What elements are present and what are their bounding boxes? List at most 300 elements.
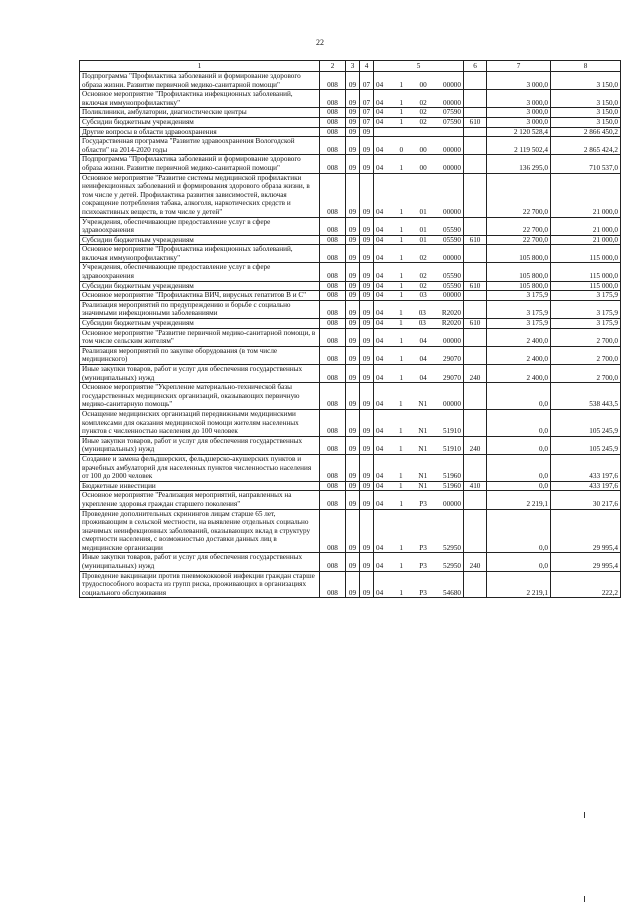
amount-2020-cell: 29 995,4 — [551, 509, 621, 553]
target-article-part: 00000 — [443, 145, 461, 154]
section-code-cell: 09 — [346, 553, 360, 571]
amount-2020-cell: 3 150,0 — [551, 90, 621, 108]
table-row — [80, 491, 621, 509]
row-name-cell: Основное мероприятие "Профилактика инфекционных заболеваний, включая иммунопрофилактику" — [80, 90, 320, 108]
department-code-cell: 008 — [320, 346, 346, 364]
target-article-part: P3 — [419, 499, 427, 508]
target-article-part: 1 — [399, 355, 404, 364]
section-code-cell: 09 — [346, 328, 360, 346]
row-name-cell: Другие вопросы в области здравоохранения — [80, 127, 320, 137]
amount-2020-cell: 2 866 450,2 — [551, 127, 621, 137]
target-article-part: 1 — [399, 309, 403, 318]
target-article-cell — [374, 553, 464, 571]
amount-2019-cell: 105 800,0 — [487, 245, 551, 263]
amount-2020-cell: 433 197,6 — [551, 481, 621, 491]
target-article-cell — [374, 117, 464, 127]
table-row — [80, 137, 621, 155]
expense-type-cell — [464, 383, 487, 410]
row-name-cell: Основное мероприятие "Профилактика ВИЧ, вирусных гепатитов В и С" — [80, 291, 320, 301]
expense-type-cell: 610 — [464, 235, 487, 245]
column-header: 8 — [551, 61, 621, 72]
expense-type-cell — [464, 127, 487, 137]
department-code-cell: 008 — [320, 481, 346, 491]
target-article-part: 00 — [419, 80, 427, 89]
section-code-cell: 09 — [346, 263, 360, 281]
target-article-part: 03 — [419, 291, 427, 300]
amount-2019-cell: 22 700,0 — [487, 235, 551, 245]
amount-2019-cell: 22 700,0 — [487, 217, 551, 235]
column-header: 6 — [464, 61, 487, 72]
subsection-code-cell: 09 — [360, 300, 374, 318]
target-article-part: 04 — [376, 272, 384, 281]
table-row — [80, 553, 621, 571]
expense-type-cell — [464, 137, 487, 155]
target-article-part: 04 — [376, 253, 384, 262]
row-name-cell: Реализация мероприятий по предупреждению и борьбе с социально значимыми инфекционными заболеваниями — [80, 300, 320, 318]
row-name-cell: Основное мероприятие "Профилактика инфекционных заболеваний, включая иммунопрофилактику" — [80, 245, 320, 263]
target-article-part: P3 — [419, 588, 427, 597]
target-article-part: 04 — [376, 355, 384, 364]
target-article-cell — [374, 300, 464, 318]
target-article-part: 00000 — [443, 400, 461, 409]
amount-2020-cell: 115 000,0 — [551, 281, 621, 291]
section-code-cell: 09 — [346, 491, 360, 509]
target-article-cell — [374, 346, 464, 364]
target-article-cell — [374, 319, 464, 329]
section-code-cell: 09 — [346, 90, 360, 108]
amount-2020-cell: 21 000,0 — [551, 217, 621, 235]
department-code-cell: 008 — [320, 108, 346, 118]
department-code-cell: 008 — [320, 235, 346, 245]
row-name-cell: Подпрограмма "Профилактика заболеваний и формирование здорового образа жизни. Развитие первичной медико-санитарной помощи" — [80, 155, 320, 173]
target-article-part: 51960 — [443, 472, 461, 481]
column-header: 4 — [360, 61, 374, 72]
target-article-part: 1 — [399, 80, 404, 89]
target-article-part: 1 — [399, 588, 403, 597]
target-article-part: 1 — [399, 108, 404, 117]
target-article-part: 04 — [376, 337, 384, 346]
department-code-cell: 008 — [320, 281, 346, 291]
subsection-code-cell: 09 — [360, 509, 374, 553]
target-article-part: 04 — [376, 543, 384, 552]
row-name-cell: Создание и замена фельдшерских, фельдшерско-акушерских пунктов и врачебных амбулаторий для населенных пунктов численностью населения от 100 до 2000 человек — [80, 454, 320, 481]
row-name-cell: Основное мероприятие "Развитие системы медицинской профилактики неинфекционных заболеваний и формирования здорового образа жизни, в том числе у детей. Профилактика развития зависимостей, включая сокращение потребления табака, алкоголя, наркотических средств и психоактивных веществ, в том числе у детей" — [80, 173, 320, 217]
target-article-part: 1 — [399, 291, 404, 300]
target-article-part: 02 — [419, 108, 427, 117]
subsection-code-cell: 07 — [360, 108, 374, 118]
target-article-part: 00000 — [443, 98, 461, 107]
target-article-part: 00000 — [443, 337, 461, 346]
section-code-cell: 09 — [346, 436, 360, 454]
target-article-part: 01 — [419, 235, 427, 244]
target-article-part: 00 — [419, 145, 427, 154]
target-article-part: 02 — [419, 98, 427, 107]
expense-type-cell: 610 — [464, 319, 487, 329]
subsection-code-cell: 09 — [360, 491, 374, 509]
target-article-cell — [374, 127, 464, 137]
amount-2020-cell: 222,2 — [551, 571, 621, 598]
amount-2020-cell: 2 865 424,2 — [551, 137, 621, 155]
amount-2020-cell: 3 150,0 — [551, 72, 621, 90]
target-article-cell — [374, 235, 464, 245]
target-article-part: 00000 — [443, 253, 461, 262]
target-article-part: 1 — [399, 281, 404, 290]
target-article-cell — [374, 454, 464, 481]
department-code-cell: 008 — [320, 90, 346, 108]
table-row — [80, 108, 621, 118]
target-article-part: 04 — [376, 98, 384, 107]
amount-2020-cell: 2 700,0 — [551, 346, 621, 364]
subsection-code-cell: 09 — [360, 571, 374, 598]
column-header: 2 — [320, 61, 346, 72]
amount-2020-cell: 3 175,9 — [551, 291, 621, 301]
amount-2019-cell: 136 295,0 — [487, 155, 551, 173]
expense-type-cell: 610 — [464, 281, 487, 291]
section-code-cell: 09 — [346, 346, 360, 364]
row-name-cell: Учреждения, обеспечивающие предоставление услуг в сфере здравоохранения — [80, 217, 320, 235]
expense-type-cell — [464, 108, 487, 118]
target-article-part: 1 — [399, 472, 403, 481]
target-article-part: 04 — [376, 445, 384, 454]
table-row — [80, 291, 621, 301]
target-article-part: 05590 — [443, 235, 461, 244]
amount-2020-cell: 538 443,5 — [551, 383, 621, 410]
target-article-part: N1 — [418, 472, 428, 481]
subsection-code-cell: 09 — [360, 291, 374, 301]
amount-2020-cell: 105 245,9 — [551, 409, 621, 436]
target-article-part: 03 — [418, 309, 426, 318]
table-row — [80, 328, 621, 346]
target-article-part: 04 — [376, 481, 384, 490]
target-article-cell — [374, 173, 464, 217]
subsection-code-cell: 07 — [360, 90, 374, 108]
edge-mark — [584, 812, 585, 818]
target-article-cell — [374, 291, 464, 301]
target-article-part: 1 — [399, 253, 404, 262]
section-code-cell: 09 — [346, 571, 360, 598]
column-header: 3 — [346, 61, 360, 72]
row-name-cell: Субсидии бюджетным учреждениям — [80, 319, 320, 329]
amount-2019-cell: 0,0 — [487, 383, 551, 410]
target-article-part: 04 — [376, 117, 384, 126]
target-article-cell — [374, 383, 464, 410]
subsection-code-cell: 09 — [360, 281, 374, 291]
target-article-part: 05590 — [443, 281, 461, 290]
target-article-part: 07590 — [443, 117, 461, 126]
table-row — [80, 281, 621, 291]
department-code-cell: 008 — [320, 571, 346, 598]
table-row — [80, 90, 621, 108]
subsection-code-cell: 09 — [360, 137, 374, 155]
amount-2019-cell: 3 000,0 — [487, 117, 551, 127]
target-article-part: 04 — [376, 281, 384, 290]
section-code-cell: 09 — [346, 454, 360, 481]
table-row — [80, 383, 621, 410]
target-article-part: 00000 — [443, 499, 461, 508]
amount-2020-cell: 3 150,0 — [551, 117, 621, 127]
table-row — [80, 509, 621, 553]
target-article-cell — [374, 108, 464, 118]
target-article-part: 1 — [399, 117, 404, 126]
target-article-part: 00 — [419, 163, 427, 172]
target-article-part: 1 — [399, 319, 403, 328]
target-article-part: N1 — [418, 427, 428, 436]
table-body — [80, 72, 621, 598]
target-article-cell — [374, 328, 464, 346]
table-row — [80, 245, 621, 263]
target-article-part: 1 — [399, 337, 404, 346]
department-code-cell: 008 — [320, 117, 346, 127]
target-article-cell — [374, 245, 464, 263]
amount-2019-cell: 3 000,0 — [487, 72, 551, 90]
amount-2019-cell: 0,0 — [487, 436, 551, 454]
target-article-part: 52950 — [443, 562, 461, 571]
target-article-part: 04 — [376, 373, 384, 382]
subsection-code-cell: 09 — [360, 127, 374, 137]
subsection-code-cell: 09 — [360, 217, 374, 235]
table-row — [80, 436, 621, 454]
amount-2020-cell: 30 217,6 — [551, 491, 621, 509]
target-article-part: 1 — [399, 562, 403, 571]
section-code-cell: 09 — [346, 481, 360, 491]
row-name-cell: Подпрограмма "Профилактика заболеваний и формирование здорового образа жизни. Развитие первичной медико-санитарной помощи" — [80, 72, 320, 90]
target-article-part: 1 — [399, 400, 403, 409]
row-name-cell: Иные закупки товаров, работ и услуг для обеспечения государственных (муниципальных) нужд — [80, 365, 320, 383]
expense-type-cell — [464, 491, 487, 509]
subsection-code-cell: 09 — [360, 481, 374, 491]
target-article-part: 01 — [419, 207, 427, 216]
subsection-code-cell: 09 — [360, 263, 374, 281]
department-code-cell: 008 — [320, 217, 346, 235]
amount-2020-cell: 29 995,4 — [551, 553, 621, 571]
target-article-part: 29070 — [443, 373, 461, 382]
department-code-cell: 008 — [320, 72, 346, 90]
row-name-cell: Проведение дополнительных скринингов лицам старше 65 лет, проживающим в сельской местности, на выявление отдельных социально значимых неинфекционных заболеваний, оказывающих вклад в структуру смертности населения, с возможностью доставки данных лиц в медицинские организации — [80, 509, 320, 553]
target-article-part: 1 — [399, 98, 404, 107]
target-article-part: 07590 — [443, 108, 461, 117]
amount-2019-cell: 3 000,0 — [487, 108, 551, 118]
row-name-cell: Иные закупки товаров, работ и услуг для обеспечения государственных (муниципальных) нужд — [80, 553, 320, 571]
row-name-cell: Реализация мероприятий по закупке оборудования (в том числе медицинского) — [80, 346, 320, 364]
target-article-part: N1 — [418, 481, 428, 490]
target-article-part: 51960 — [443, 481, 461, 490]
column-header: 5 — [374, 61, 464, 72]
target-article-part: 04 — [376, 472, 384, 481]
target-article-part: 51910 — [443, 427, 461, 436]
target-article-part: 00000 — [443, 291, 461, 300]
amount-2020-cell: 115 000,0 — [551, 245, 621, 263]
target-article-part: 00000 — [443, 207, 461, 216]
target-article-part: P3 — [419, 543, 427, 552]
amount-2020-cell: 21 000,0 — [551, 235, 621, 245]
amount-2019-cell: 2 219,1 — [487, 571, 551, 598]
amount-2019-cell: 3 175,9 — [487, 319, 551, 329]
amount-2019-cell: 3 175,9 — [487, 291, 551, 301]
expense-type-cell — [464, 217, 487, 235]
table-row — [80, 217, 621, 235]
target-article-part: 1 — [399, 427, 403, 436]
target-article-part: 01 — [419, 226, 427, 235]
department-code-cell: 008 — [320, 454, 346, 481]
target-article-part: 02 — [419, 272, 427, 281]
table-row — [80, 72, 621, 90]
target-article-cell — [374, 263, 464, 281]
amount-2020-cell: 2 700,0 — [551, 328, 621, 346]
row-name-cell: Субсидии бюджетным учреждениям — [80, 117, 320, 127]
expense-type-cell — [464, 245, 487, 263]
department-code-cell: 008 — [320, 245, 346, 263]
target-article-part: 00000 — [443, 163, 461, 172]
expense-type-cell — [464, 155, 487, 173]
section-code-cell: 09 — [346, 127, 360, 137]
expense-type-cell — [464, 173, 487, 217]
row-name-cell: Иные закупки товаров, работ и услуг для обеспечения государственных (муниципальных) нужд — [80, 436, 320, 454]
target-article-part: 1 — [399, 373, 404, 382]
department-code-cell: 008 — [320, 509, 346, 553]
amount-2020-cell: 3 175,9 — [551, 319, 621, 329]
expense-type-cell: 610 — [464, 117, 487, 127]
section-code-cell: 09 — [346, 235, 360, 245]
department-code-cell: 008 — [320, 328, 346, 346]
expense-type-cell — [464, 291, 487, 301]
target-article-part: 04 — [419, 337, 427, 346]
row-name-cell: Субсидии бюджетным учреждениям — [80, 281, 320, 291]
target-article-part: 1 — [399, 207, 404, 216]
table-row — [80, 127, 621, 137]
table-row — [80, 346, 621, 364]
target-article-part: R2020 — [441, 319, 461, 328]
target-article-part: 29070 — [443, 355, 461, 364]
department-code-cell: 008 — [320, 155, 346, 173]
section-code-cell: 09 — [346, 409, 360, 436]
target-article-part: 0 — [399, 145, 404, 154]
target-article-part: 04 — [376, 163, 384, 172]
amount-2019-cell: 2 400,0 — [487, 365, 551, 383]
subsection-code-cell: 09 — [360, 365, 374, 383]
expense-type-cell — [464, 454, 487, 481]
section-code-cell: 09 — [346, 281, 360, 291]
target-article-part: 04 — [376, 319, 384, 328]
edge-mark — [584, 896, 585, 902]
subsection-code-cell: 09 — [360, 436, 374, 454]
amount-2019-cell: 0,0 — [487, 481, 551, 491]
target-article-part: 04 — [376, 235, 384, 244]
target-article-part: N1 — [418, 445, 428, 454]
expense-type-cell: 240 — [464, 436, 487, 454]
section-code-cell: 09 — [346, 108, 360, 118]
section-code-cell: 09 — [346, 173, 360, 217]
row-name-cell: Основное мероприятие "Укрепление материально-технической базы государственных медицинских организаций, оказывающих первичную медико-санитарную помощь" — [80, 383, 320, 410]
target-article-cell — [374, 217, 464, 235]
target-article-part: 54680 — [443, 588, 461, 597]
target-article-part: 1 — [399, 499, 403, 508]
table-row — [80, 235, 621, 245]
section-code-cell: 09 — [346, 383, 360, 410]
expense-type-cell — [464, 300, 487, 318]
expense-type-cell: 240 — [464, 365, 487, 383]
target-article-part: 04 — [376, 80, 384, 89]
row-name-cell: Учреждения, обеспечивающие предоставление услуг в сфере здравоохранения — [80, 263, 320, 281]
amount-2020-cell: 433 197,6 — [551, 454, 621, 481]
page-number: 22 — [316, 38, 324, 47]
table-row — [80, 571, 621, 598]
department-code-cell: 008 — [320, 263, 346, 281]
amount-2019-cell: 3 000,0 — [487, 90, 551, 108]
target-article-part: 1 — [399, 543, 403, 552]
expense-type-cell — [464, 409, 487, 436]
header-row — [80, 61, 621, 72]
target-article-part: 1 — [399, 163, 404, 172]
amount-2019-cell: 105 800,0 — [487, 263, 551, 281]
target-article-cell — [374, 491, 464, 509]
row-name-cell: Поликлиники, амбулатории, диагностические центры — [80, 108, 320, 118]
target-article-cell — [374, 481, 464, 491]
row-name-cell: Бюджетные инвестиции — [80, 481, 320, 491]
amount-2020-cell: 2 700,0 — [551, 365, 621, 383]
target-article-part: R2020 — [441, 309, 461, 318]
subsection-code-cell: 09 — [360, 346, 374, 364]
target-article-part: 00000 — [443, 80, 461, 89]
row-name-cell: Государственная программа "Развитие здравоохранения Вологодской области" на 2014-2020 годы — [80, 137, 320, 155]
department-code-cell: 008 — [320, 409, 346, 436]
department-code-cell: 008 — [320, 173, 346, 217]
target-article-part: 1 — [399, 445, 403, 454]
amount-2019-cell: 0,0 — [487, 454, 551, 481]
table-row — [80, 117, 621, 127]
target-article-part: 1 — [399, 235, 404, 244]
target-article-part: 1 — [399, 481, 403, 490]
budget-table — [79, 60, 621, 598]
target-article-part: 04 — [419, 373, 427, 382]
amount-2019-cell: 2 120 528,4 — [487, 127, 551, 137]
subsection-code-cell: 07 — [360, 72, 374, 90]
subsection-code-cell: 09 — [360, 235, 374, 245]
amount-2020-cell: 3 150,0 — [551, 108, 621, 118]
table-row — [80, 173, 621, 217]
target-article-cell — [374, 509, 464, 553]
department-code-cell: 008 — [320, 137, 346, 155]
target-article-cell — [374, 137, 464, 155]
subsection-code-cell: 09 — [360, 409, 374, 436]
expense-type-cell — [464, 509, 487, 553]
target-article-cell — [374, 72, 464, 90]
section-code-cell: 09 — [346, 117, 360, 127]
target-article-part: 04 — [376, 400, 384, 409]
amount-2020-cell: 3 175,9 — [551, 300, 621, 318]
amount-2020-cell: 21 000,0 — [551, 173, 621, 217]
table-row — [80, 263, 621, 281]
subsection-code-cell: 09 — [360, 173, 374, 217]
subsection-code-cell: 09 — [360, 155, 374, 173]
target-article-part: 04 — [376, 226, 384, 235]
department-code-cell: 008 — [320, 365, 346, 383]
department-code-cell: 008 — [320, 491, 346, 509]
department-code-cell: 008 — [320, 383, 346, 410]
section-code-cell: 09 — [346, 291, 360, 301]
section-code-cell: 09 — [346, 155, 360, 173]
column-header: 1 — [80, 61, 320, 72]
expense-type-cell: 240 — [464, 553, 487, 571]
expense-type-cell — [464, 346, 487, 364]
section-code-cell: 09 — [346, 72, 360, 90]
amount-2019-cell: 0,0 — [487, 553, 551, 571]
subsection-code-cell: 09 — [360, 328, 374, 346]
department-code-cell: 008 — [320, 291, 346, 301]
table-row — [80, 454, 621, 481]
target-article-part: 1 — [399, 226, 404, 235]
table-row — [80, 319, 621, 329]
target-article-part: 04 — [376, 291, 384, 300]
